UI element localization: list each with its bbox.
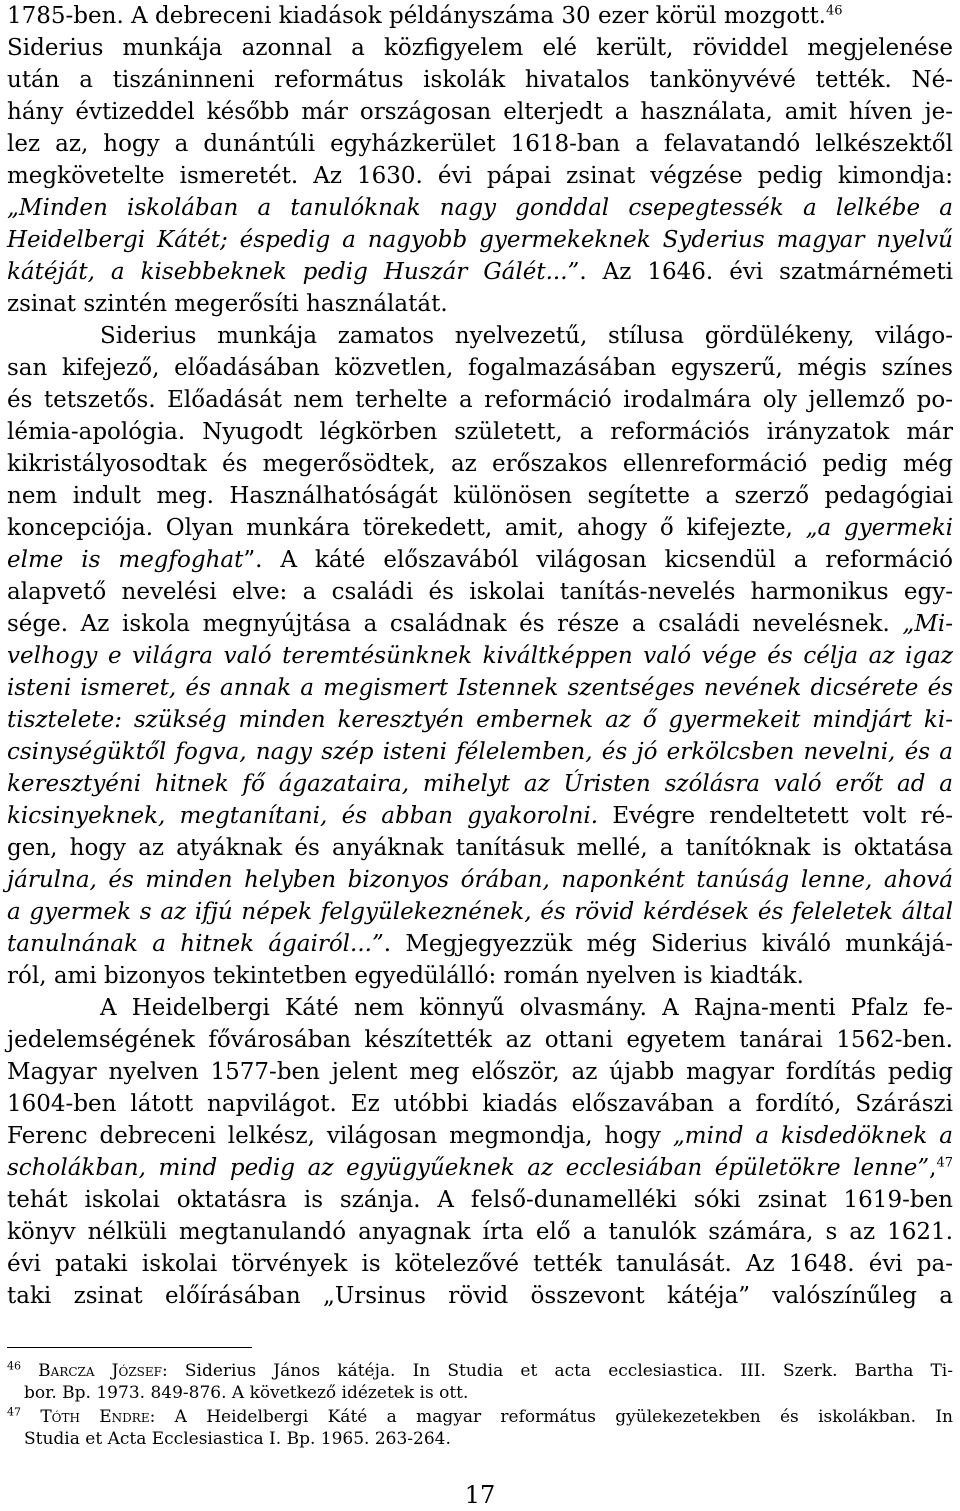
text-line: évi pataki iskolai törvények is kötelezővé tették tanulását. Az 1648. évi pa- xyxy=(7,1251,953,1277)
page-number: 17 xyxy=(464,1481,496,1509)
quote-fragment: kátéját, a kisebbeknek pedig Huszár Gálét...” xyxy=(7,259,580,285)
text-line: után a tiszáninneni református iskolák hivatalos tankönyvévé tették. Né- xyxy=(7,67,953,93)
text-line: tehát iskolai oktatásra is szánja. A felső-dunamelléki sóki zsinat 1619-ben xyxy=(7,1187,953,1213)
footnote-author: Tóth Endre xyxy=(40,1407,150,1427)
footnote-author: Barcza József xyxy=(38,1361,162,1381)
quote-line: tisztelete: szükség minden keresztyén embernek az ő gyermekeit mindjárt ki- xyxy=(7,707,953,733)
footnote-46-cont: bor. Bp. 1973. 849-876. A következő idézetek is ott. xyxy=(24,1383,469,1403)
quote-line: velhogy e világra való teremtésünknek kiváltképpen való vége és célja az igaz xyxy=(7,643,953,669)
text-line: san kifejező, előadásában közvetlen, fogalmazásában egyszerű, mégis színes xyxy=(7,355,953,381)
text-line: elme is megfoghat”. A káté előszavából világosan kicsendül a reformáció xyxy=(7,547,953,573)
text-line: 1785-ben. A debreceni kiadások példányszáma 30 ezer körül mozgott.$^{46}$ xyxy=(7,3,843,29)
text-line: lez az, hogy a dunántúli egyházkerület 1618-ban a felavatandó lelkészektől xyxy=(7,131,953,157)
quote-line: Heidelbergi Kátét; éspedig a nagyobb gyermekeknek Syderius magyar nyelvű xyxy=(7,227,953,253)
text-line: gen, hogy az atyáknak és anyáknak tanításuk mellé, a tanítóknak is oktatása xyxy=(7,835,953,861)
text-line: kikristályosodtak és megerősödtek, az erőszakos ellenreformáció pedig még xyxy=(7,451,953,477)
quote-fragment: „mind a kisdedöknek a xyxy=(672,1123,953,1149)
text-line: alapvető nevelési elve: a családi és iskolai tanítás-nevelés harmonikus egy- xyxy=(7,579,953,605)
footnote-47: $^{47}$ Tóth Endre: A Heidelbergi Káté a magyar református gyülekezetekben és iskolákban. In xyxy=(7,1405,954,1427)
text-line: Siderius munkája azonnal a közfigyelem elé került, röviddel megjelenése xyxy=(7,35,953,61)
quote-line: „Minden iskolában a tanulóknak nagy gonddal csepegtessék a lelkébe a xyxy=(7,195,953,221)
text-line: ról, ami bizonyos tekintetben egyedülálló: román nyelven is kiadták. xyxy=(7,963,804,989)
text-line: megkövetelte ismeretét. Az 1630. évi pápai zsinat végzése pedig kimondja: xyxy=(7,163,953,189)
quote-line: csinységüktől fogva, nagy szép isteni félelemben, és jó erkölcsben nevelni, és a xyxy=(7,739,953,765)
text-line: Magyar nyelven 1577-ben jelent meg először, az újabb magyar fordítás pedig xyxy=(7,1059,953,1085)
text-line: scholákban, mind pedig az együgyűeknek az ecclesiában épületökre lenne”,$^{47}$ xyxy=(7,1155,953,1181)
text-line: és tetszetős. Előadását nem terhelte a reformáció irodalmára oly jellemző po- xyxy=(7,387,953,413)
footnote-46: $^{46}$ Barcza József: Siderius János kátéja. In Studia et acta ecclesiastica. III. Szerk. Bartha Ti- xyxy=(7,1359,953,1381)
quote-fragment: „a gyermeki xyxy=(805,515,954,541)
text-line: tanulnának a hitnek ágairól...”. Megjegyezzük még Siderius kiváló munkájá- xyxy=(7,931,953,957)
quote-fragment: scholákban, mind pedig az együgyűeknek az ecclesiában épületökre lenne” xyxy=(7,1155,930,1181)
footnote-ref-46[interactable]: 46 xyxy=(826,3,843,19)
paragraph-start: Siderius munkája zamatos nyelvezetű, stílusa gördülékeny, világo- xyxy=(100,323,953,349)
footnote-ref-47[interactable]: 47 xyxy=(936,1155,953,1171)
text-line: 1604-ben látott napvilágot. Ez utóbbi kiadás előszavában a fordító, Szárászi xyxy=(7,1091,953,1117)
text-line: jedelemségének fővárosában készítették az ottani egyetem tanárai 1562-ben. xyxy=(7,1027,953,1053)
footnote-divider xyxy=(7,1347,252,1348)
text-line: kátéját, a kisebbeknek pedig Huszár Gálét...”. Az 1646. évi szatmárnémeti xyxy=(7,259,953,285)
quote-line: járulna, és minden helyben bizonyos órában, naponként tanúság lenne, ahová xyxy=(7,867,953,893)
text-line: sége. Az iskola megnyújtása a családnak és része a családi nevelésnek. „Mi- xyxy=(7,611,953,637)
paragraph-start: A Heidelbergi Káté nem könnyű olvasmány. A Rajna-menti Pfalz fe- xyxy=(100,995,953,1021)
text-line: nem indult meg. Használhatóságát különösen segítette a szerző pedagógiai xyxy=(7,483,953,509)
text-line: kicsinyeknek, megtanítani, és abban gyakorolni. Evégre rendeltetett volt ré- xyxy=(7,803,954,829)
text-line: lémia-apológia. Nyugodt légkörben született, a reformációs irányzatok már xyxy=(7,419,953,445)
quote-fragment: elme is megfoghat xyxy=(7,547,244,573)
text-line: zsinat szintén megerősíti használatát. xyxy=(7,291,448,317)
text-line: taki zsinat előírásában „Ursinus rövid összevont kátéja” valószínűleg a xyxy=(7,1283,953,1309)
footnote-47-cont: Studia et Acta Ecclesiastica I. Bp. 1965. 263-264. xyxy=(24,1429,451,1449)
text-line: hány évtizeddel később már országosan elterjedt a használata, amit híven je- xyxy=(7,99,953,125)
quote-fragment: kicsinyeknek, megtanítani, és abban gyakorolni. xyxy=(7,803,613,829)
text-line: Ferenc debreceni lelkész, világosan megmondja, hogy „mind a kisdedöknek a xyxy=(7,1123,953,1149)
quote-line: keresztyéni hitnek fő ágazataira, mihelyt az Úristen szólásra való erőt ad a xyxy=(7,771,953,797)
quote-line: a gyermek s az ifjú népek felgyülekeznének, és rövid kérdések és feleletek által xyxy=(7,899,953,925)
quote-fragment: „Mi- xyxy=(902,611,953,637)
text-line: könyv nélküli megtanulandó anyagnak írta elő a tanulók számára, s az 1621. xyxy=(7,1219,953,1245)
text-line: koncepciója. Olyan munkára törekedett, amit, ahogy ő kifejezte, „a gyermeki xyxy=(7,515,954,541)
quote-fragment: tanulnának a hitnek ágairól...” xyxy=(7,931,384,957)
quote-line: isteni ismeret, és annak a megismert Istennek szentséges nevének dicsérete és xyxy=(7,675,953,701)
